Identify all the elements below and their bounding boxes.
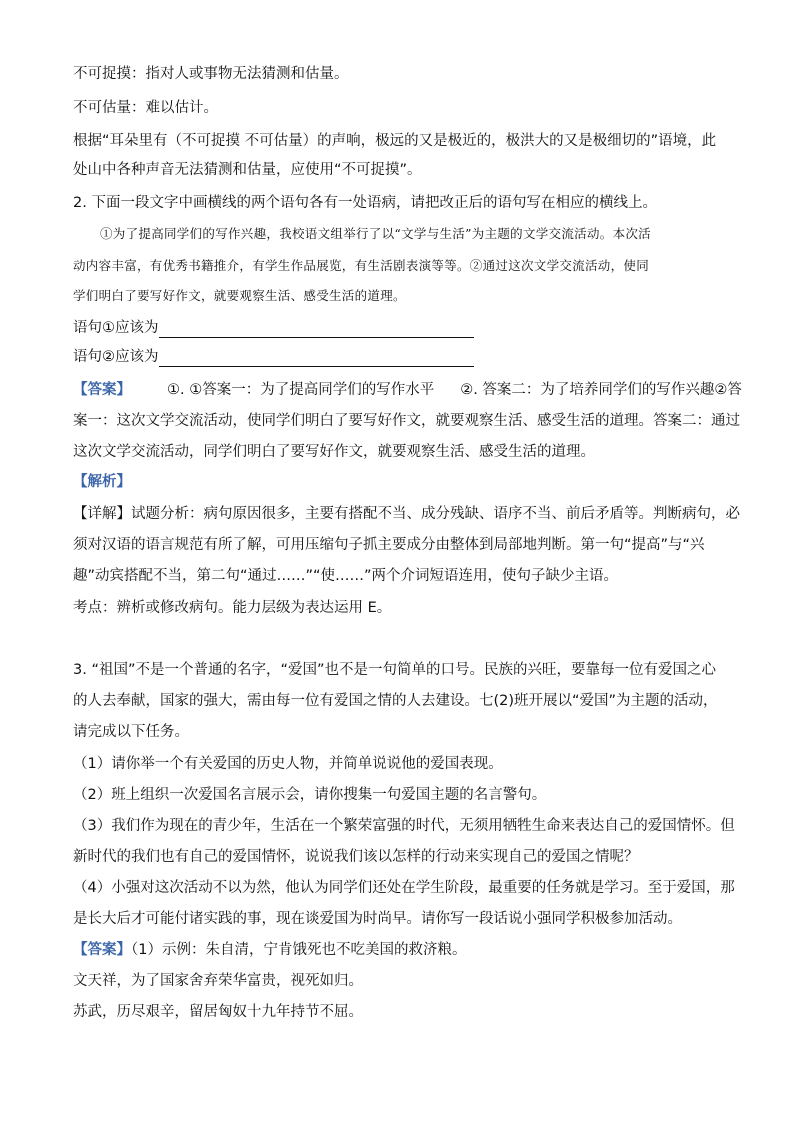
task-4-line-2: 是长大后才可能付诸实践的事，现在谈爱国为时尚早。请你写一段话说小强同学积极参加活动。: [73, 911, 682, 927]
q3-answer-tag: 【答案】: [73, 942, 131, 958]
question-3-stem-1: 3. “祖国”不是一个普通的名字，“爱国”也不是一句简单的口号。民族的兴旺，要靠每一位有爱国之心: [73, 662, 716, 678]
answer-blank-row-2: [73, 347, 474, 367]
passage-line-2: 动内容丰富，有优秀书籍推介，有学生作品展览，有生活剧表演等等。②通过这次文学交流活动，使同: [73, 258, 650, 273]
question-2-stem: 2. 下面一段文字中画横线的两个语句各有一处语病，请把改正后的语句写在相应的横线上。: [73, 195, 657, 211]
answer-part-2: ②. 答案二：为了培养同学们的写作兴趣②答: [460, 382, 742, 398]
detail-line-1: [73, 504, 740, 524]
answer-part-1: ①. ①答案一：为了提高同学们的写作水平: [167, 382, 435, 398]
kaodian-line: 考点：辨析或修改病句。能力层级为表达运用 E。: [73, 600, 392, 616]
definition-2: 不可估量：难以估计。: [73, 100, 218, 116]
answer-tag: 【答案】: [73, 382, 131, 398]
q3-answer-text-1: （1）示例：朱自清，宁肯饿死也不吃美国的救济粮。: [131, 942, 467, 958]
task-3-line-2: 新时代的我们也有自己的爱国情怀，说说我们该以怎样的行动来实现自己的爱国之情呢？: [73, 849, 639, 865]
analysis-tag: 【解析】: [73, 474, 131, 490]
blank-label-2: 语句②应该为: [73, 349, 159, 365]
definition-1: 不可捉摸：指对人或事物无法猜测和估量。: [73, 66, 349, 82]
question-3-stem-2: 的人去奉献，国家的强大，需由每一位有爱国之情的人去建设。七(2)班开展以“爱国”为主题的活动，: [73, 693, 718, 709]
detail-line-2: 须对汉语的语言规范有所了解，可用压缩句子抓主要成分由整体到局部地判断。第一句“提高”与“兴: [73, 537, 705, 553]
task-2: （2）班上组织一次爱国名言展示会，请你搜集一句爱国主题的名言警句。: [73, 787, 547, 803]
q2-answer-line-3: 这次文学交流活动，同学们明白了要写好作文，就要观察生活、感受生活的道理。: [73, 444, 595, 460]
q2-answer-line-1: [73, 380, 742, 400]
task-4-line-1: （4）小强对这次活动不以为然，他认为同学们还处在学生阶段，最重要的任务就是学习。至于爱国，那: [73, 880, 735, 896]
answer-blank-row-1: [73, 318, 474, 338]
q2-answer-line-2: 案一：这次文学交流活动，使同学们明白了要写好作文，就要观察生活、感受生活的道理。答案二：通过: [73, 413, 740, 429]
passage-line-1: ①为了提高同学们的写作兴趣，我校语文组举行了以“文学与生活”为主题的文学交流活动。本次活: [100, 226, 651, 241]
answer-blank-2: [159, 350, 474, 367]
q3-answer-line-3: 苏武，历尽艰辛，留居匈奴十九年持节不屈。: [73, 1004, 363, 1020]
detail-line-3: 趣”动宾搭配不当，第二句“通过……”“使……”两个介词短语连用，使句子缺少主语。: [73, 568, 619, 584]
task-3-line-1: （3）我们作为现在的青少年，生活在一个繁荣富强的时代，无须用牺牲生命来表达自己的爱国情怀。但: [73, 818, 735, 834]
passage-line-3: 学们明白了要写好作文，就要观察生活、感受生活的道理。: [73, 288, 406, 303]
task-1: （1）请你举一个有关爱国的历史人物，并简单说说他的爱国表现。: [73, 756, 503, 772]
answer-blank-1: [159, 321, 474, 338]
explanation-line-1: 根据“耳朵里有（不可捉摸 不可估量）的声响，极远的又是极近的，极洪大的又是极细切的”语境，此: [73, 133, 717, 149]
question-3-stem-3: 请完成以下任务。: [73, 724, 189, 740]
explanation-line-2: 处山中各种声音无法猜测和估量，应使用“不可捉摸”。: [73, 162, 422, 178]
q3-answer-line-1: [73, 940, 466, 960]
blank-label-1: 语句①应该为: [73, 320, 159, 336]
detail-text-1: 试题分析：病句原因很多，主要有搭配不当、成分残缺、语序不当、前后矛盾等。判断病句，必: [131, 506, 740, 522]
detail-tag: 【详解】: [73, 506, 131, 522]
q3-answer-line-2: 文天祥，为了国家舍弃荣华富贵，视死如归。: [73, 973, 363, 989]
